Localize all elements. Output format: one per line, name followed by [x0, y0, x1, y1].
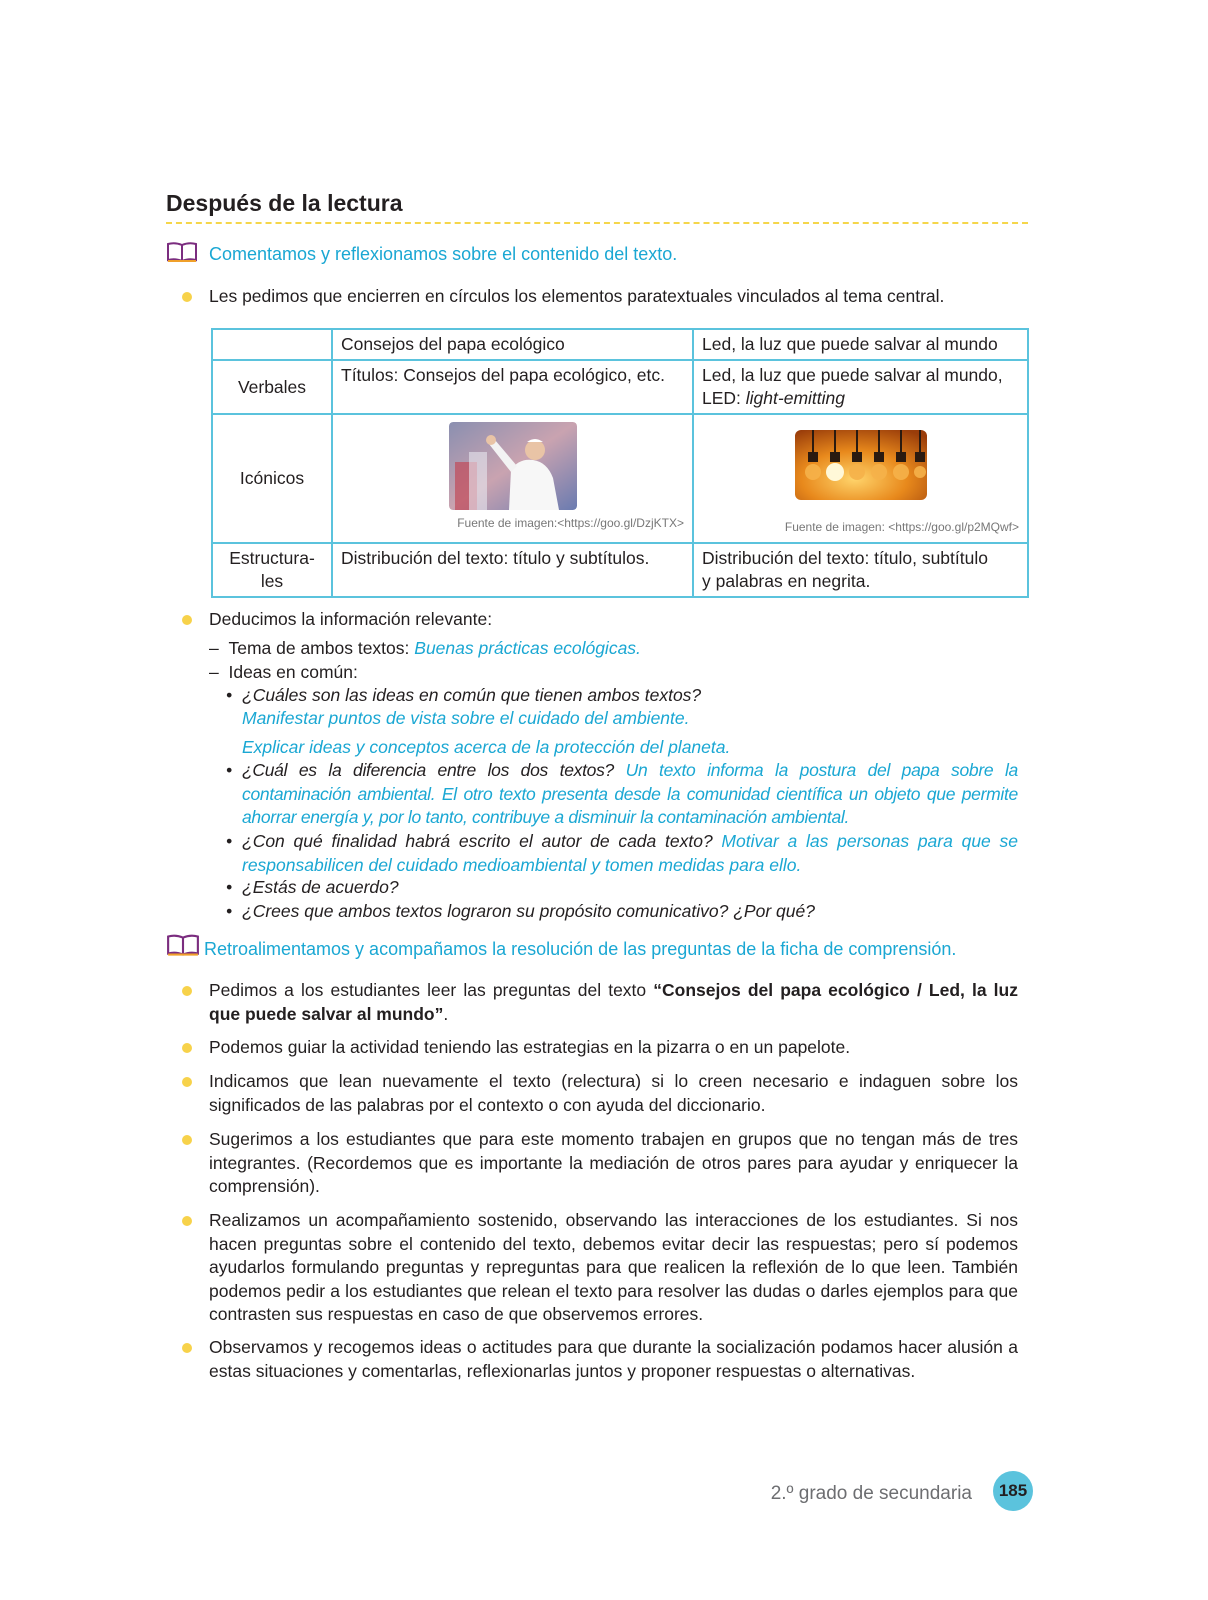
- question-5: ¿Crees que ambos textos lograron su propósito comunicativo? ¿Por qué?: [242, 901, 815, 921]
- row-label-verbales: Verbales: [212, 360, 332, 414]
- verbales-col2-line1: Led, la luz que puede salvar al mundo,: [702, 365, 1003, 385]
- bullet-dot: [182, 986, 192, 996]
- section1-title: Comentamos y reflexionamos sobre el contenido del texto.: [209, 244, 678, 264]
- tema-answer: Buenas prácticas ecológicas.: [414, 638, 641, 658]
- answer-1b: Explicar ideas y conceptos acerca de la protección del planeta.: [242, 737, 731, 757]
- table-header-col1: Consejos del papa ecológico: [332, 329, 693, 360]
- estructurales-col2-line2: y palabras en negrita.: [702, 571, 871, 591]
- table-row-verbales: [212, 360, 1028, 414]
- estructurales-label-2: les: [260, 571, 284, 591]
- bullet-dot: [182, 1216, 192, 1226]
- table-header-col2: Led, la luz que puede salvar al mundo: [693, 329, 1028, 360]
- table-row-estructurales: [212, 543, 1028, 597]
- section2-title: Retroalimentamos y acompañamos la resolución de las preguntas de la ficha de comprensión.: [204, 939, 957, 959]
- verbales-col2-italic: light-emitting: [745, 388, 845, 408]
- heading-divider: [166, 222, 1028, 224]
- row-label-estructurales: [212, 543, 332, 597]
- bullet-dot: [182, 615, 192, 625]
- text-title-bold: “Consejos del papa ecológico / Led, la luz que puede salvar al mundo”: [209, 980, 1018, 1024]
- estructurales-col1: Distribución del texto: título y subtítulos.: [332, 543, 693, 597]
- pope-photo: [449, 422, 577, 510]
- answer-3: Motivar a las personas para que se responsabilicen del cuidado medioambiental y tomen medidas para ello.: [242, 831, 1018, 875]
- estructurales-col2: [693, 543, 1028, 597]
- bullet-dot: [182, 1077, 192, 1087]
- row-label-iconicos: Icónicos: [212, 414, 332, 543]
- bullet-dot: [182, 1135, 192, 1145]
- page-number: 185: [993, 1471, 1033, 1511]
- tema-line: – Tema de ambos textos: Buenas prácticas ecológicas.: [209, 638, 641, 658]
- tema-label: Tema de ambos textos:: [228, 638, 415, 658]
- question-2: ¿Cuál es la diferencia entre los dos textos?: [242, 760, 626, 780]
- image-source-2: Fuente de imagen: <https://goo.gl/p2MQwf>: [784, 520, 1019, 534]
- s2-bullet-4: Sugerimos a los estudiantes que para este momento trabajen en grupos que no tengan más de tres integrantes. (Recordemos que es importante la mediación de otros pares para ayudar y enriquecer la comprensión).: [209, 1129, 1018, 1196]
- lightbulbs-photo: [795, 430, 927, 500]
- verbales-col2: [693, 360, 1028, 414]
- iconicos-col1: [332, 414, 693, 543]
- question-2-block: [242, 759, 1018, 830]
- question-1: ¿Cuáles son las ideas en común que tienen ambos textos?: [242, 685, 702, 705]
- open-book-icon: [166, 933, 200, 957]
- verbales-col1: Títulos: Consejos del papa ecológico, etc.: [332, 360, 693, 414]
- bullet-dot: [182, 1043, 192, 1053]
- s2-bullet-3: Indicamos que lean nuevamente el texto (relectura) si lo creen necesario e indaguen sobre los significados de las palabras por el contexto o con ayuda del diccionario.: [209, 1071, 1018, 1115]
- estructurales-label-1: Estructura-: [229, 548, 315, 568]
- ideas-label: Ideas en común:: [228, 662, 358, 682]
- question-4: ¿Estás de acuerdo?: [242, 877, 399, 897]
- iconicos-col2: [693, 414, 1028, 543]
- verbales-col2-line2: LED:: [702, 388, 746, 408]
- answer-1a: Manifestar puntos de vista sobre el cuidado del ambiente.: [242, 708, 690, 728]
- s2-bullet-5: Realizamos un acompañamiento sostenido, observando las interacciones de los estudiantes. Si nos hacen preguntas sobre el contenido del texto, debemos evitar decir las respuestas; pero sí podemos ayudarlos formulando preguntas y repreguntas para que realicen la reflexión de lo que leen. También podemos pedir a los estudiantes que relean el texto para resolver las dudas o darles ejemplos para que contrasten sus respuestas en caso de que observemos errores.: [209, 1210, 1018, 1324]
- table-corner-cell: [212, 329, 332, 360]
- estructurales-col2-line1: Distribución del texto: título, subtítulo: [702, 548, 988, 568]
- bullet-dot: [182, 1343, 192, 1353]
- bullet-dot: [182, 292, 192, 302]
- deducimos-bullet: Deducimos la información relevante:: [209, 609, 493, 629]
- section-heading: Después de la lectura: [166, 190, 403, 216]
- table-header-row: [212, 329, 1028, 360]
- s2-bullet-6: Observamos y recogemos ideas o actitudes para que durante la socialización podamos hacer alusión a estas situaciones y comentarlas, reflexionarlas juntos y proponer respuestas o alternativas.: [209, 1337, 1018, 1381]
- s2-bullet-1: Pedimos a los estudiantes leer las preguntas del texto “Consejos del papa ecológico / Led, la luz que puede salvar al mundo”.: [209, 980, 1018, 1024]
- s2-bullet-2: Podemos guiar la actividad teniendo las estrategias en la pizarra o en un papelote.: [209, 1037, 851, 1057]
- paratext-instruction: Les pedimos que encierren en círculos los elementos paratextuales vinculados al tema central.: [209, 286, 945, 306]
- table-row-iconicos: [212, 414, 1028, 543]
- grade-label: 2.º grado de secundaria: [770, 1483, 972, 1504]
- open-book-icon: [166, 241, 198, 263]
- question-3: ¿Con qué finalidad habrá escrito el autor de cada texto?: [242, 831, 722, 851]
- ideas-line: – Ideas en común:: [209, 662, 358, 682]
- answer-2: Un texto informa la postura del papa sobre la contaminación ambiental. El otro texto presenta desde la comunidad científica un objeto que permite ahorrar energía y, por lo tanto, contribuye a disminuir la contaminación ambiental.: [242, 760, 1018, 827]
- paratext-table: [211, 328, 1029, 598]
- question-3-block: [242, 830, 1018, 877]
- image-source-1: Fuente de imagen:<https://goo.gl/DzjKTX>: [457, 516, 684, 530]
